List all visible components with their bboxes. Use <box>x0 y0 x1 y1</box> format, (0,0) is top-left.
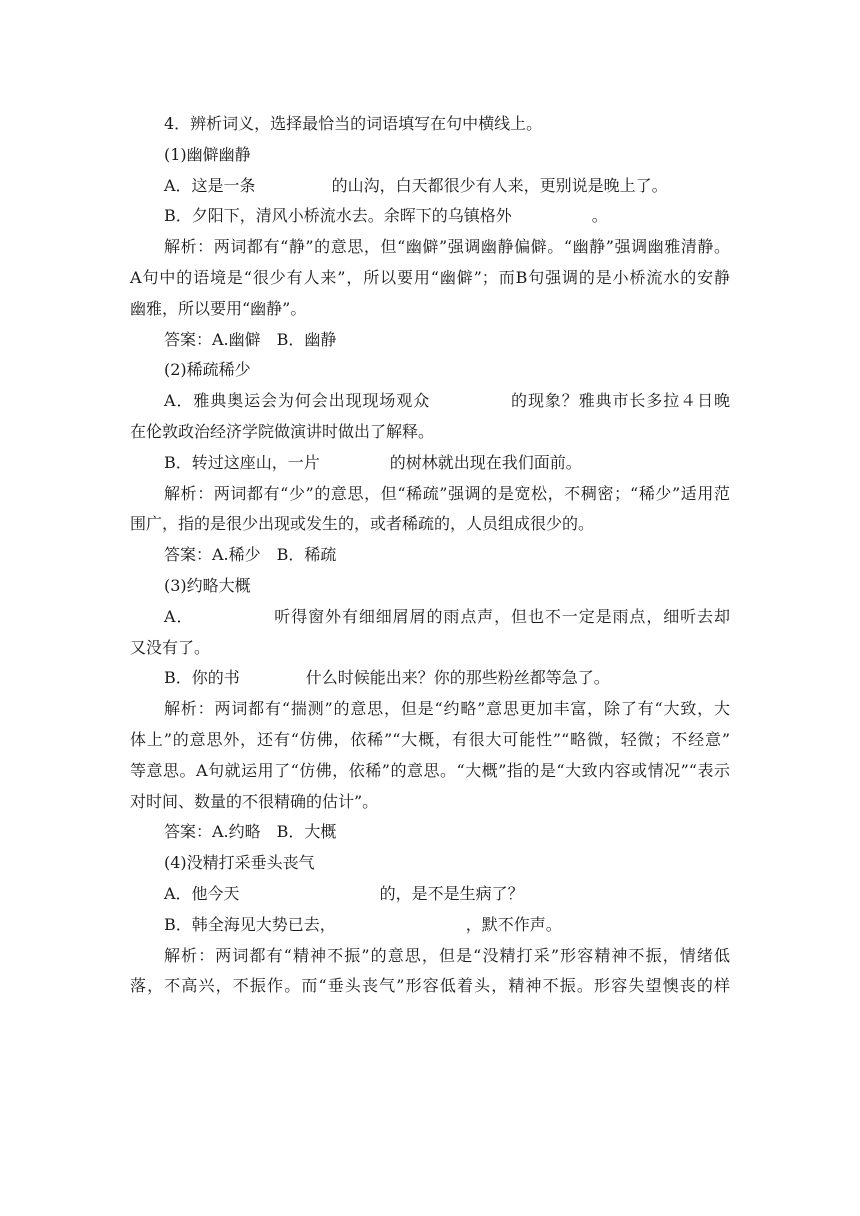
sentence-text: 听得窗外有细细屑屑的雨点声，但也不一定是雨点，细听去却 <box>273 606 730 626</box>
subquestion-2-sentence-a-cont: 在伦敦政治经济学院做演讲时做出了解释。 <box>130 421 435 441</box>
sentence-text: A． <box>164 606 194 626</box>
sentence-text: B．夕阳下，清风小桥流水去。余晖下的乌镇格外 <box>164 206 512 226</box>
subquestion-4-analysis-line: 落，不高兴，不振作。而“垂头丧气”形容低着头，精神不振。形容失望懊丧的样 <box>130 976 730 996</box>
sentence-text: ，默不作声。 <box>465 914 562 934</box>
subquestion-3-sentence-a <box>130 602 730 633</box>
subquestion-1-sentence-b <box>130 201 730 232</box>
subquestion-1-analysis-line: A句中的语境是“很少有人来”，所以要用“幽僻”；而B句强调的是小桥流水的安静 <box>130 267 730 287</box>
sentence-text: B．你的书 <box>164 668 240 688</box>
subquestion-2-sentence-b <box>130 448 730 479</box>
subquestion-3-heading: (3)约略大概 <box>164 575 251 595</box>
subquestion-3-analysis-line: 等意思。A句就运用了“仿佛，依稀”的意思。“大概”指的是“大致内容或情况”“表示 <box>130 760 730 780</box>
subquestion-2-heading: (2)稀疏稀少 <box>164 360 251 380</box>
subquestion-3-analysis-line: 对时间、数量的不很精确的估计”。 <box>130 791 379 811</box>
sentence-text: 什么时候能出来？你的那些粉丝都等急了。 <box>305 668 610 688</box>
subquestion-1-analysis-line: 幽雅，所以要用“幽静”。 <box>130 298 307 318</box>
question-4 <box>130 109 730 1002</box>
question-title: 4．辨析词义，选择最恰当的词语填写在句中横线上。 <box>164 114 543 133</box>
subquestion-2-sentence-a <box>130 386 730 417</box>
subquestion-3-sentence-a-cont: 又没有了。 <box>130 637 211 657</box>
subquestion-1-analysis-line: 解析：两词都有“静”的意思，但“幽僻”强调幽静偏僻。“幽静”强调幽雅清静。 <box>164 237 730 257</box>
subquestion-2-answer: 答案：A.稀少 B．稀疏 <box>164 545 337 565</box>
sentence-text: 的现象？雅典市长多拉４日晚 <box>510 391 730 411</box>
sentence-text: A．雅典奥运会为何会出现现场观众 <box>164 391 431 411</box>
sentence-text: 的树林就出现在我们面前。 <box>389 452 582 472</box>
subquestion-1-sentence-a <box>130 171 730 202</box>
sentence-text: A．这是一条 <box>164 175 256 195</box>
subquestion-3-analysis-line: 解析：两词都有“揣测”的意思，但是“约略”意思更加丰富，除了有“大致，大 <box>164 699 730 719</box>
sentence-text: 的，是不是生病了？ <box>379 883 524 903</box>
sentence-text: 的山沟，白天都很少有人来，更别说是晚上了。 <box>331 175 668 195</box>
subquestion-2-analysis-line: 解析：两词都有“少”的意思，但“稀疏”强调的是宽松，不稠密；“稀少”适用范 <box>164 483 730 503</box>
subquestion-1-answer: 答案：A.幽僻 B．幽静 <box>164 329 337 349</box>
subquestion-4-analysis-line: 解析：两词都有“精神不振”的意思，但是“没精打采”形容精神不振，情绪低 <box>164 945 730 965</box>
subquestion-3-sentence-b <box>130 663 730 694</box>
subquestion-4-sentence-b <box>130 910 730 941</box>
subquestion-4-heading: (4)没精打采垂头丧气 <box>164 853 315 873</box>
subquestion-3-analysis-line: 体上”的意思外，还有“仿佛，依稀”“大概，有很大可能性”“略微，轻微；不经意” <box>130 729 730 749</box>
subquestion-3-answer: 答案：A.约略 B．大概 <box>164 822 337 842</box>
sentence-text: B．转过这座山，一片 <box>164 452 320 472</box>
sentence-text: A．他今天 <box>164 883 240 903</box>
subquestion-4-sentence-a <box>130 879 730 910</box>
sentence-text: B．韩全海见大势已去， <box>164 914 336 934</box>
subquestion-2-analysis-line: 围广，指的是很少出现或发生的，或者稀疏的，人员组成很少的。 <box>130 514 595 534</box>
subquestion-1-heading: (1)幽僻幽静 <box>164 144 251 164</box>
sentence-text: 。 <box>591 206 608 226</box>
